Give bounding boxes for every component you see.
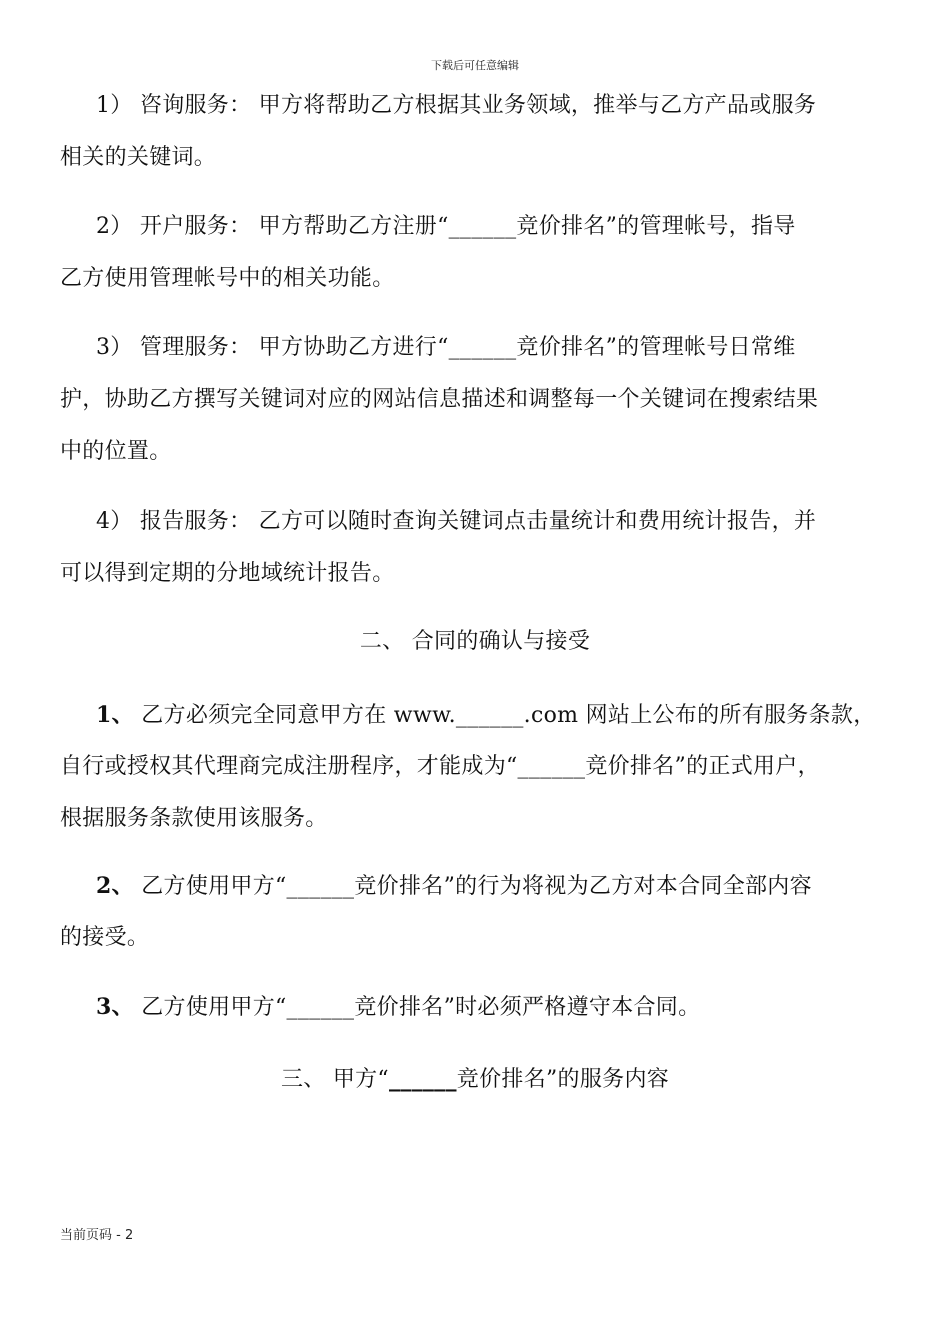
clause-1 <box>60 689 890 845</box>
clause-line: 的接受。 <box>60 925 150 950</box>
item-line: 1） 咨询服务： 甲方将帮助乙方根据其业务领域，推举与乙方产品或服务 <box>96 93 817 118</box>
clause-number: 3、 <box>96 994 134 1020</box>
clause-text: 乙方必须完全同意甲方在 www.______.com 网站上公布的所有服务条款， <box>133 703 876 728</box>
item-line: 4） 报告服务： 乙方可以随时查询关键词点击量统计和费用统计报告，并 <box>96 509 817 534</box>
service-item-consulting <box>60 80 890 184</box>
page-footer: 当前页码 - 2 <box>60 1228 134 1243</box>
section-heading-service-content <box>0 1053 950 1106</box>
heading-blank: ______ <box>388 1066 457 1092</box>
item-line: 护，协助乙方撰写关键词对应的网站信息描述和调整每一个关键词在搜索结果 <box>60 387 819 412</box>
clause-line <box>60 860 890 912</box>
heading-prefix: 三、 甲方“ <box>280 1067 389 1092</box>
clause-text: 乙方使用甲方“______竞价排名”的行为将视为乙方对本合同全部内容 <box>133 874 812 899</box>
item-line: 3） 管理服务： 甲方协助乙方进行“______竞价排名”的管理帐号日常维 <box>96 335 796 360</box>
clause-line <box>60 689 890 741</box>
section-heading-confirmation: 二、 合同的确认与接受 <box>359 629 591 654</box>
item-line: 相关的关键词。 <box>60 145 217 170</box>
clause-line: 根据服务条款使用该服务。 <box>60 806 328 831</box>
clause-number: 1、 <box>96 702 134 728</box>
item-line: 2） 开户服务： 甲方帮助乙方注册“______竞价排名”的管理帐号，指导 <box>96 214 796 239</box>
service-item-account-opening <box>60 201 890 305</box>
clause-number: 2、 <box>96 873 134 899</box>
item-line: 可以得到定期的分地域统计报告。 <box>60 561 395 586</box>
page-header: 下载后可任意编辑 <box>431 59 519 72</box>
clause-text: 乙方使用甲方“______竞价排名”时必须严格遵守本合同。 <box>133 995 701 1020</box>
service-item-reporting <box>60 496 890 600</box>
service-item-management <box>60 322 890 478</box>
item-line: 中的位置。 <box>60 439 172 464</box>
clause-line: 自行或授权其代理商完成注册程序，才能成为“______竞价排名”的正式用户， <box>60 754 820 779</box>
clause-line <box>60 981 890 1033</box>
item-line: 乙方使用管理帐号中的相关功能。 <box>60 266 395 291</box>
clause-2 <box>60 860 890 964</box>
clause-3 <box>60 981 890 1033</box>
heading-suffix: 竞价排名”的服务内容 <box>456 1067 670 1092</box>
